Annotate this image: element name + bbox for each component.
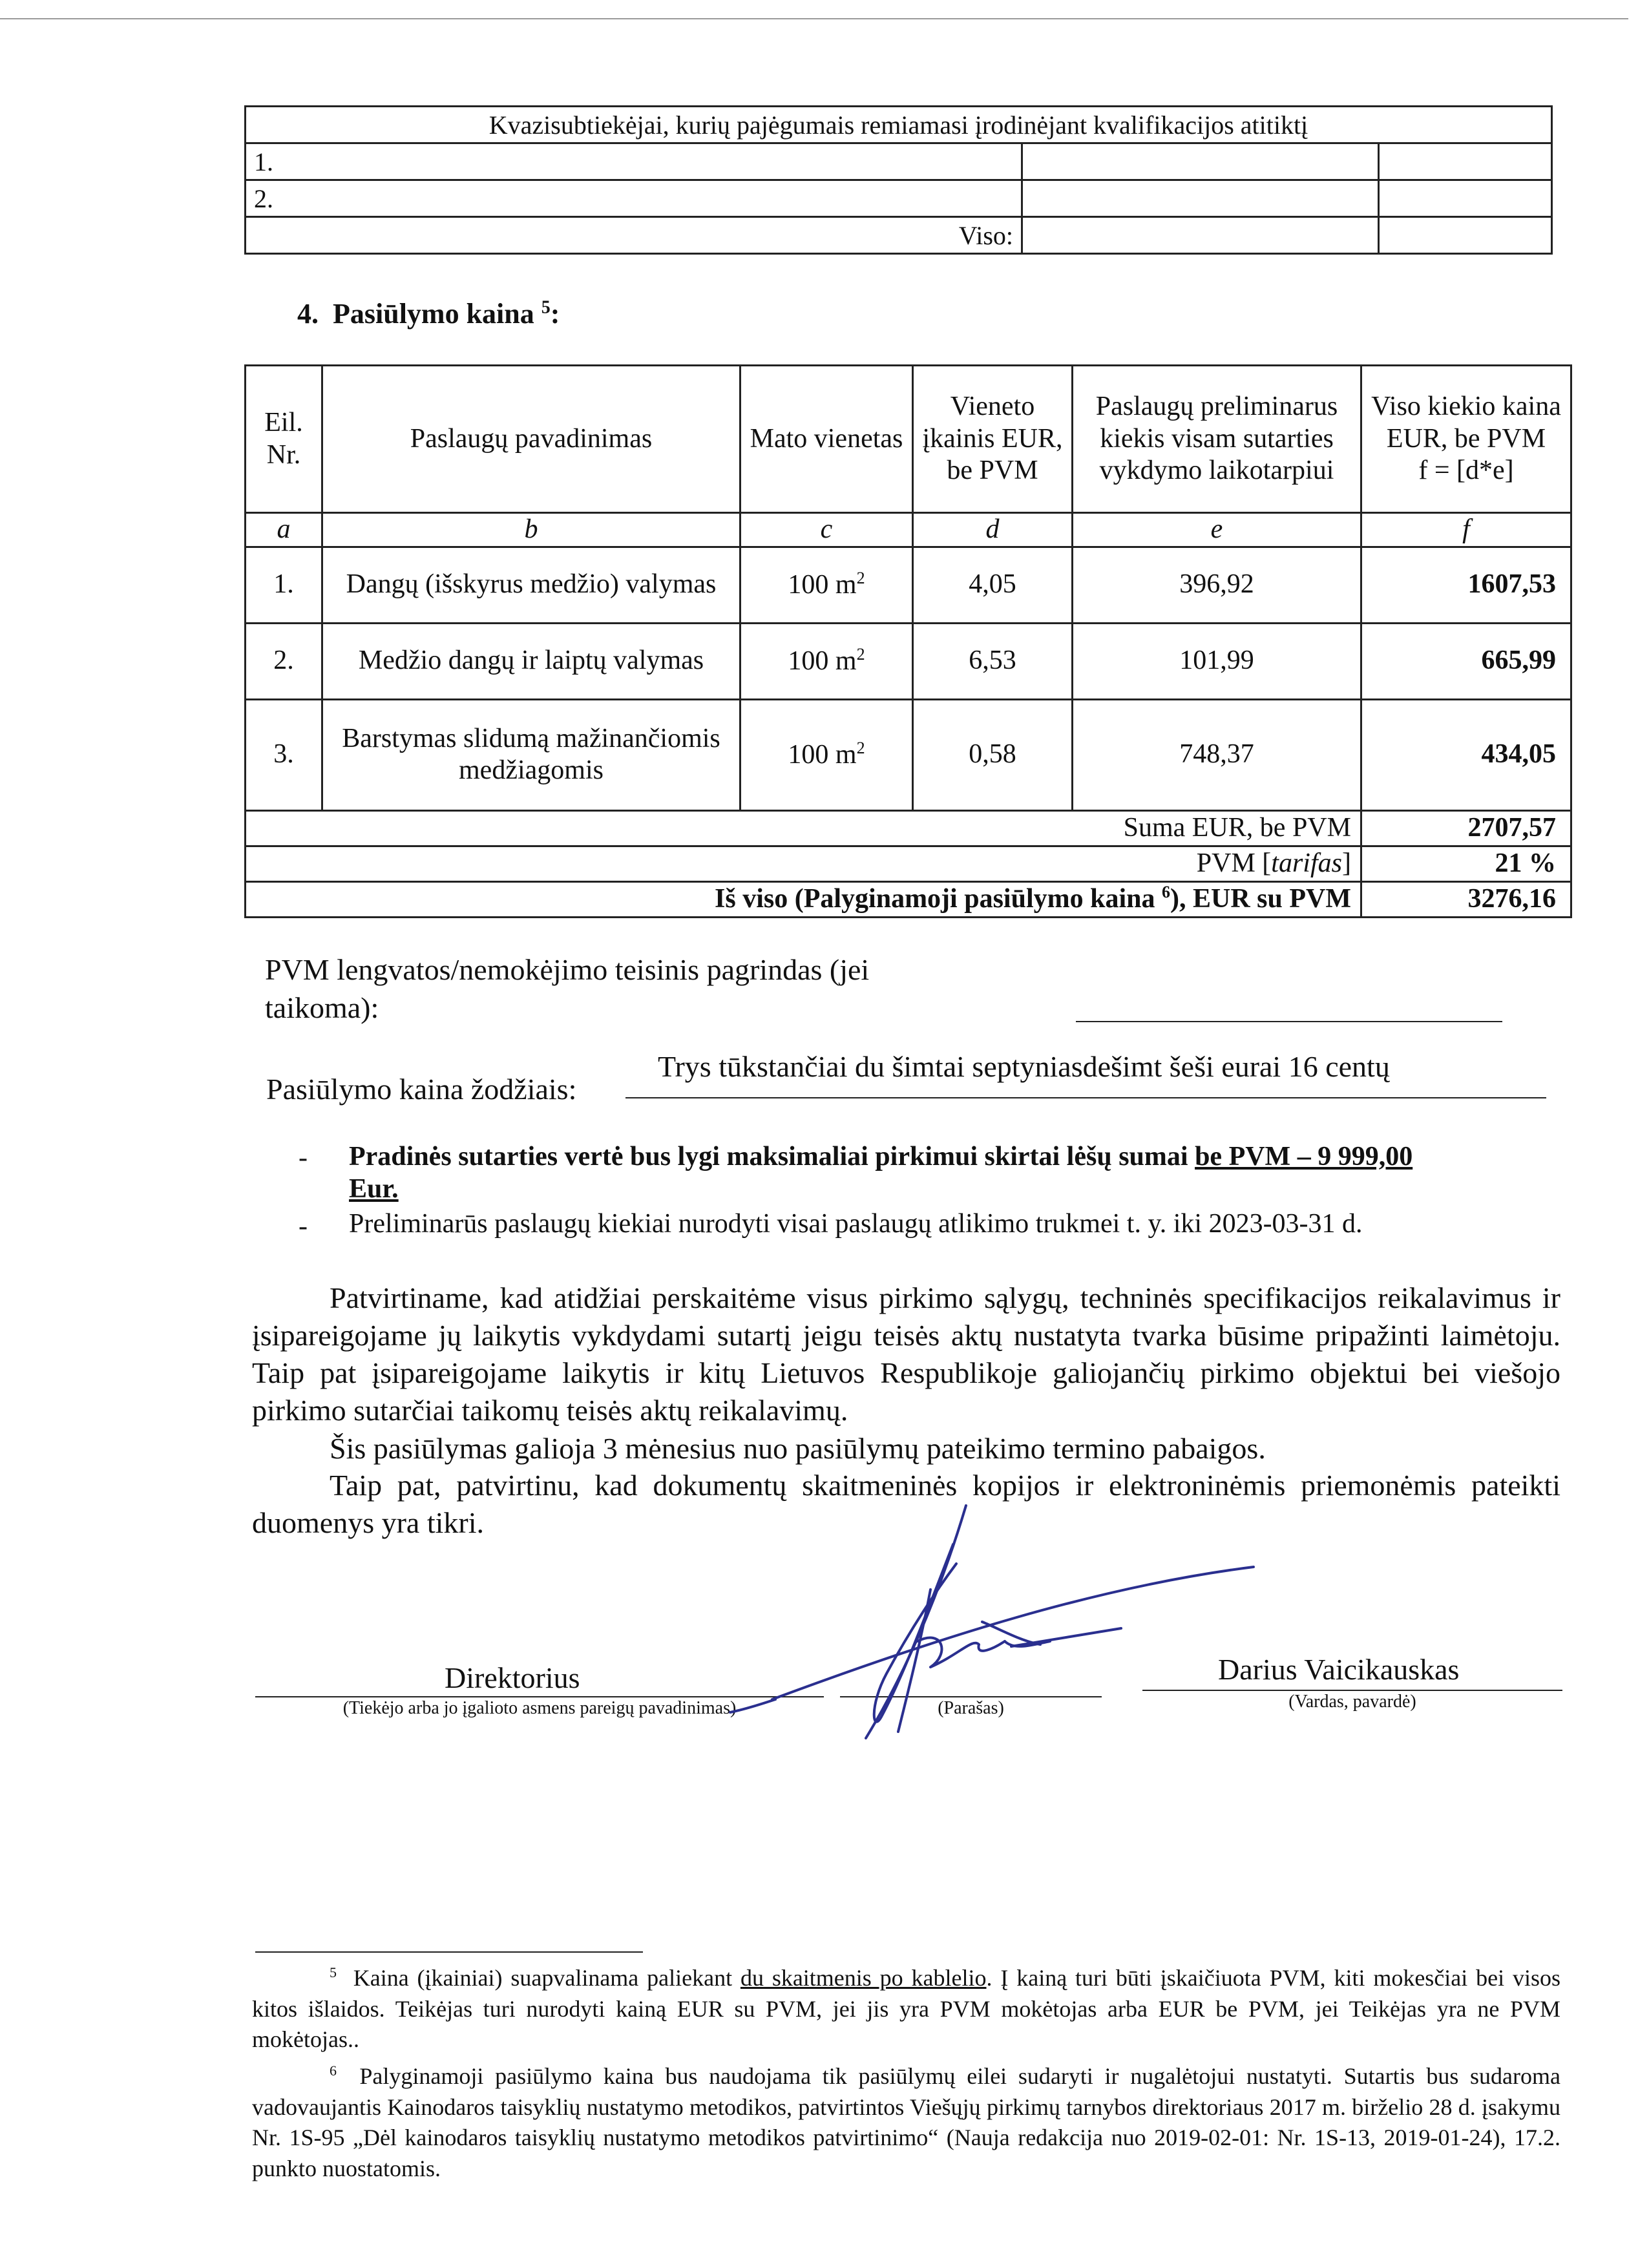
signer-name: Darius Vaicikauskas bbox=[1218, 1653, 1460, 1686]
price-words-value: Trys tūkstančiai du šimtai septyniasdešimt šeši eurai 16 centų bbox=[658, 1050, 1390, 1083]
col-header-nr: Eil. Nr. bbox=[246, 366, 322, 513]
col-header-total: Viso kiekio kaina EUR, be PVM f = [d*e] bbox=[1361, 366, 1571, 513]
letter-a: a bbox=[246, 513, 322, 547]
sum-label: Suma EUR, be PVM bbox=[246, 810, 1361, 846]
bullet-initial-value: Pradinės sutarties vertė bus lygi maksimaliai pirkimui skirtai lėšų sumai be PVM – 9 999,00 Eur. bbox=[349, 1142, 1413, 1204]
paragraph-digital-copies: Taip pat, patvirtinu, kad dokumentų skaitmeninės kopijos ir elektroninėmis priemonėmis pateikti duomenys yra tikri. bbox=[252, 1469, 1560, 1539]
price-words-label: Pasiūlymo kaina žodžiais: bbox=[266, 1073, 577, 1106]
subcontractor-total-label: Viso: bbox=[246, 217, 1022, 254]
letter-c: c bbox=[740, 513, 913, 547]
letter-b: b bbox=[322, 513, 740, 547]
letter-e: e bbox=[1073, 513, 1361, 547]
grand-total-value: 3276,16 bbox=[1361, 881, 1571, 917]
subcontractor-row-2: 2. bbox=[246, 180, 1022, 217]
table-row: 2. Medžio dangų ir laiptų valymas 100 $m^2$ 6,53 101,99 665,99 bbox=[246, 623, 1571, 699]
vat-label: PVM [tarifas] bbox=[246, 846, 1361, 881]
section-number: 4. bbox=[297, 298, 319, 330]
subcontractor-row-1: 1. bbox=[246, 143, 1022, 180]
paragraph-confirmation: Patvirtiname, kad atidžiai perskaitėme visus pirkimo sąlygų, techninės specifikacijos reikalavimus ir įsipareigojame jų laikytis vykdydami sutartį jeigu teisės aktų nustatyta tvarka būsime pripažinti laimėtoju. Taip pat įsipareigojame laikytis ir kitų Lietuvos Respublikoje galiojančių pirkimo objektui bei viešojo pirkimo sutarčiai taikomų teisės aktų reikalavimų. bbox=[252, 1281, 1560, 1427]
grand-total-label: Iš viso (Palyginamoji pasiūlymo kaina $^6$), EUR su PVM bbox=[246, 881, 1361, 917]
signer-position: Direktorius bbox=[445, 1661, 580, 1694]
section-title: Pasiūlymo kaina bbox=[333, 298, 534, 330]
section-heading: 4. Pasiūlymo kaina $^5$: bbox=[297, 297, 560, 330]
name-caption: (Vardas, pavardė) bbox=[1288, 1692, 1416, 1712]
col-header-name: Paslaugų pavadinimas bbox=[322, 366, 740, 513]
signature-caption: (Parašas) bbox=[938, 1698, 1004, 1718]
subcontractors-header: Kvazisubtiekėjai, kurių pajėgumais remiamasi įrodinėjant kvalifikacijos atitiktį bbox=[246, 107, 1552, 143]
bullet-quantities: Preliminarūs paslaugų kiekiai nurodyti visai paslaugų atlikimo trukmei t. y. iki 2023-03-31 d. bbox=[349, 1209, 1363, 1239]
vat-exemption-label: PVM lengvatos/nemokėjimo teisinis pagrindas (jei taikoma): bbox=[265, 953, 870, 1024]
footnote-5: $^5$ Kaina (įkainiai) suapvalinama paliekant du skaitmenis po kablelio. Į kainą turi būti įskaičiuota PVM, kiti mokesčiai bei visos kitos išlaidos. Teikėjas turi nurodyti kainą EUR su PVM, jei jis yra PVM mokėtojas arba EUR be PVM, jei Teikėjas yra ne PVM mokėtojas.. bbox=[252, 1964, 1561, 2053]
col-header-unit: Mato vienetas bbox=[740, 366, 913, 513]
table-row: 1. Dangų (išskyrus medžio) valymas 100 $m^2$ 4,05 396,92 1607,53 bbox=[246, 547, 1571, 623]
paragraph-validity: Šis pasiūlymas galioja 3 mėnesius nuo pasiūlymų pateikimo termino pabaigos. bbox=[330, 1432, 1266, 1465]
letter-f: f bbox=[1361, 513, 1571, 547]
vat-value: 21 % bbox=[1361, 846, 1571, 881]
footnote-ref-5: 5 bbox=[541, 297, 551, 318]
footnote-6: $^6$ Palyginamoji pasiūlymo kaina bus naudojama tik pasiūlymų eilei sudaryti ir nugalėtojui nustatyti. Sutartis bus sudaroma vadovaujantis Kainodaros taisyklių nustatymo metodikos, patvirtintos Viešųjų pirkimų tarnybos direktoriaus 2017 m. birželio 28 d. įsakymu Nr. 1S-95 „Dėl kainodaros taisyklių nustatymo metodikos patvirtinimo“ (Nauja redakcija nuo 2019-02-01: Nr. 1S-13, 2019-01-24), 17.2. punkto nuostatomis. bbox=[252, 2063, 1560, 2181]
col-header-unit-price: Vieneto įkainis EUR, be PVM bbox=[913, 366, 1073, 513]
letter-d: d bbox=[913, 513, 1073, 547]
footnote-separator bbox=[255, 1951, 643, 1953]
table-row: 3. Barstymas slidumą mažinančiomis medžiagomis 100 $m^2$ 0,58 748,37 434,05 bbox=[246, 699, 1571, 810]
position-caption: (Tiekėjo arba jo įgalioto asmens pareigų pavadinimas) bbox=[342, 1698, 737, 1718]
col-header-quantity: Paslaugų preliminarus kiekis visam sutarties vykdymo laikotarpiui bbox=[1073, 366, 1361, 513]
sum-value: 2707,57 bbox=[1361, 810, 1571, 846]
